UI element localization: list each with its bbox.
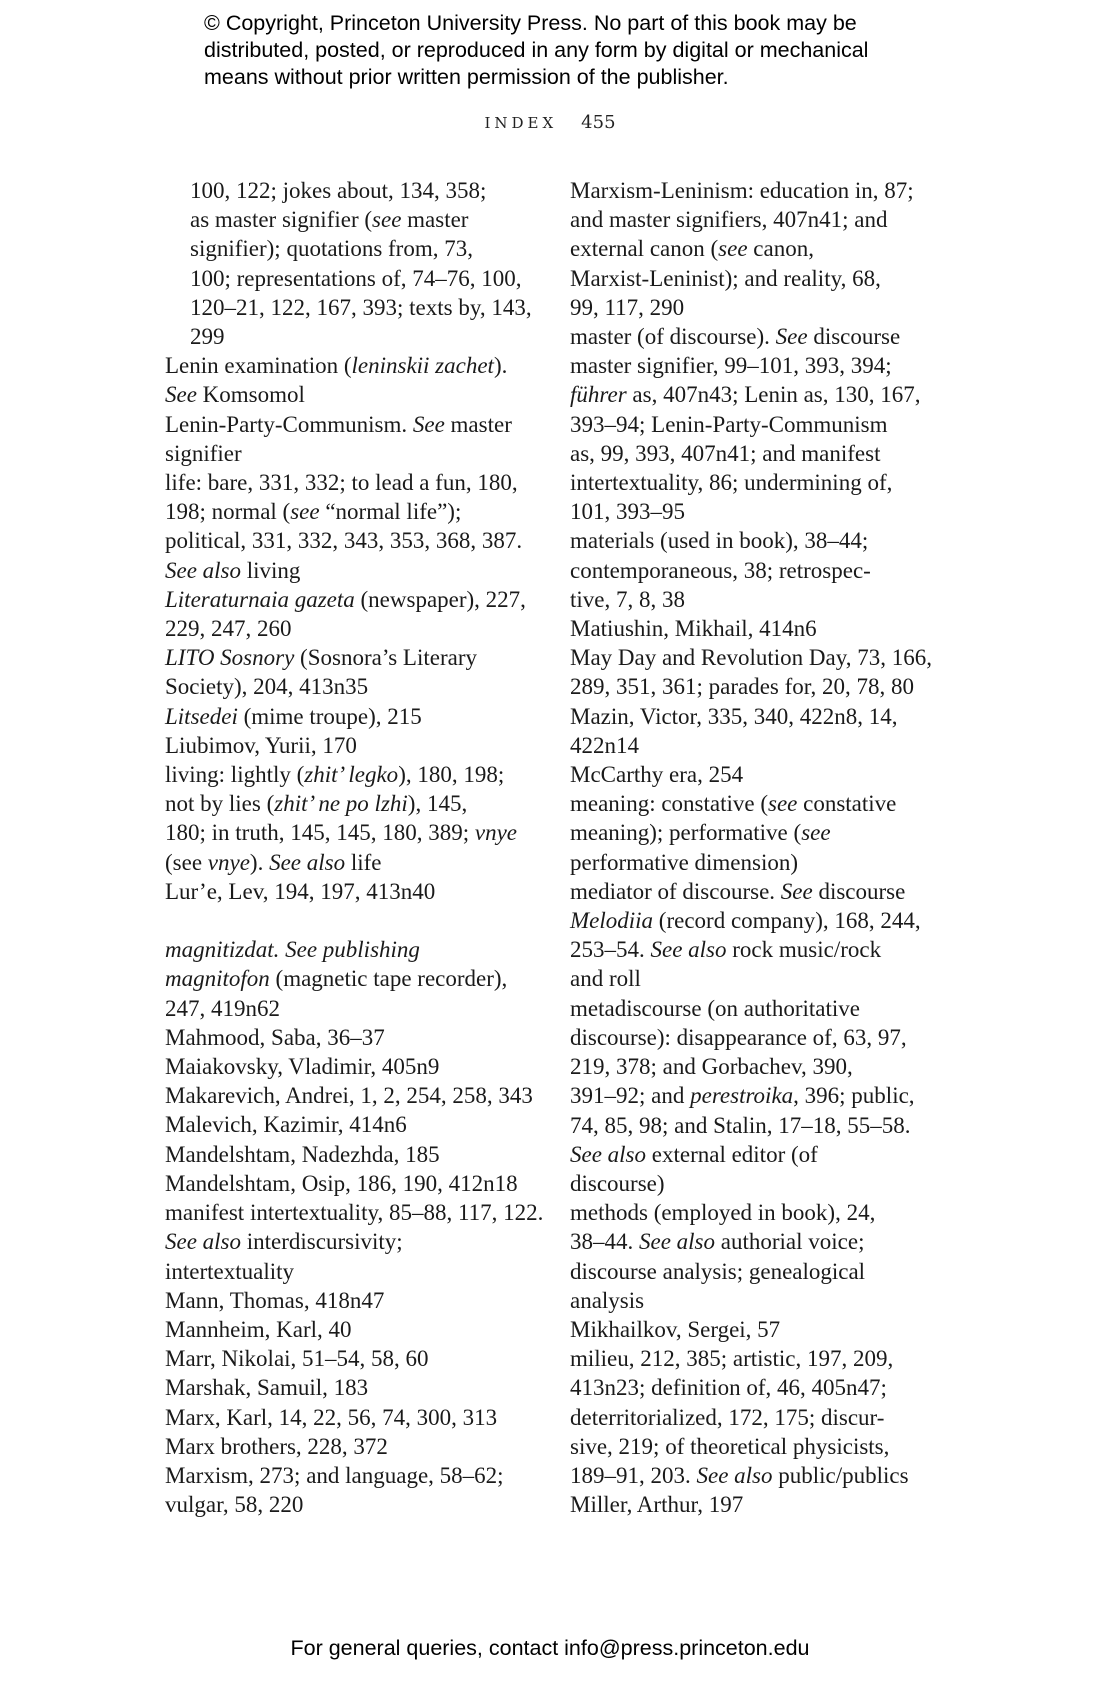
index-entry: living: lightly (zhit’ legko), 180, 198; not by lies (zhit’ ne po lzhi), 145, 180; in truth, 145, 145, 180, 389; vnye (see vnye). See also life [165,762,518,875]
index-entry: Mazin, Victor, 335, 340, 422n8, 14, 422n14 [570,703,898,758]
index-entry: Marshak, Samuil, 183 [165,1375,369,1401]
index-entry: Maiakovsky, Vladimir, 405n9 [165,1054,440,1080]
index-entry: Miller, Arthur, 197 [570,1492,744,1518]
index-entry: Mikhailkov, Sergei, 57 [570,1316,781,1342]
index-entry: LITO Sosnory (Sosnora’s Literary Society), 204, 413n35 [165,645,477,700]
copyright-line: means without prior written permission of the publisher. [204,65,729,89]
copyright-line: distributed, posted, or reproduced in any form by digital or mechanical [204,38,869,62]
index-entry: Mannheim, Karl, 40 [165,1316,352,1342]
index-column-left [165,176,544,1519]
index-entry: May Day and Revolution Day, 73, 166, 289, 351, 361; parades for, 20, 78, 80 [570,645,932,700]
index-entry: magnitizdat. See publishing [165,937,420,963]
index-entry: Mandelshtam, Osip, 186, 190, 412n18 [165,1170,518,1196]
index-entry: Liubimov, Yurii, 170 [165,732,357,758]
index-entry: materials (used in book), 38–44; contemporaneous, 38; retrospec- tive, 7, 8, 38 [570,528,871,612]
copyright-line: © Copyright, Princeton University Press. No part of this book may be [204,11,857,35]
index-entry: Melodiia (record company), 168, 244, 253–54. See also rock music/rock and roll [570,908,921,992]
index-entry: Lenin-Party-Communism. See master signifier [165,411,512,466]
index-entry: meaning: constative (see constative meaning); performative (see performative dimension) [570,791,897,875]
index-entry: Literaturnaia gazeta (newspaper), 227, 229, 247, 260 [165,586,526,642]
copyright-notice [204,10,964,91]
index-entry: master (of discourse). See discourse [570,324,901,350]
index-entry: magnitofon (magnetic tape recorder), 247, 419n62 [165,966,508,1021]
index-entry: methods (employed in book), 24, 38–44. See also authorial voice; discourse analysis; genealogical analysis [570,1200,876,1313]
index-entry: master signifier, 99–101, 393, 394; führer as, 407n43; Lenin as, 130, 167, 393–94; Lenin-Party-Communism as, 99, 393, 407n41; and manifest intertextuality, 86; undermining of, 101, 393–95 [570,353,921,525]
index-entry: Marx, Karl, 14, 22, 56, 74, 300, 313 [165,1404,498,1430]
page-number: 455 [581,112,616,133]
index-entry: McCarthy era, 254 [570,762,744,788]
index-entry: life: bare, 331, 332; to lead a fun, 180, 198; normal (see “normal life”); political, 331, 332, 343, 353, 368, 387. See also living [165,470,523,583]
index-entry: Marr, Nikolai, 51–54, 58, 60 [165,1346,429,1372]
index-entry: Mahmood, Saba, 36–37 [165,1024,385,1050]
index-entry: metadiscourse (on authoritative discourse): disappearance of, 63, 97, 219, 378; and Gorbachev, 390, 391–92; and perestroika, 396; public, 74, 85, 98; and Stalin, 17–18, 55–58. See also external editor (of discourse) [570,995,915,1196]
index-entry: 100, 122; jokes about, 134, 358; as master signifier (see master signifier); quotations from, 73, 100; representations of, 74–76, 100, 120–21, 122, 167, 393; texts by, 143, 299 [190,178,532,350]
index-entry: Malevich, Kazimir, 414n6 [165,1112,407,1138]
running-head-label: INDEX [484,114,558,132]
index-entry: Matiushin, Mikhail, 414n6 [570,616,817,642]
running-head [0,112,1100,133]
index-entry: Litsedei (mime troupe), 215 [165,703,422,729]
index-entry: Lenin examination (leninskii zachet). See Komsomol [165,353,508,408]
footer-contact: For general queries, contact info@press.princeton.edu [290,1636,810,1660]
index-entry: Mandelshtam, Nadezhda, 185 [165,1141,440,1167]
index-column-right [570,176,950,1519]
index-entry: Mann, Thomas, 418n47 [165,1287,385,1313]
index-entry: Marxism, 273; and language, 58–62; vulgar, 58, 220 [165,1462,504,1518]
index-entry: manifest intertextuality, 85–88, 117, 122. See also interdiscursivity; intertextuality [165,1200,544,1284]
index-entry: Makarevich, Andrei, 1, 2, 254, 258, 343 [165,1083,533,1109]
index-entry: Lur’e, Lev, 194, 197, 413n40 [165,878,436,904]
index-entry: mediator of discourse. See discourse [570,878,906,904]
index-entry: Marxism-Leninism: education in, 87; and master signifiers, 407n41; and external canon (see canon, Marxist-Leninist); and reality, 68, 99, 117, 290 [570,178,914,320]
index-entry: Marx brothers, 228, 372 [165,1433,388,1459]
index-entry: milieu, 212, 385; artistic, 197, 209, 413n23; definition of, 46, 405n47; deterritorialized, 172, 175; discur- sive, 219; of theoretical physicists, 189–91, 203. See also public/publics [570,1346,909,1488]
